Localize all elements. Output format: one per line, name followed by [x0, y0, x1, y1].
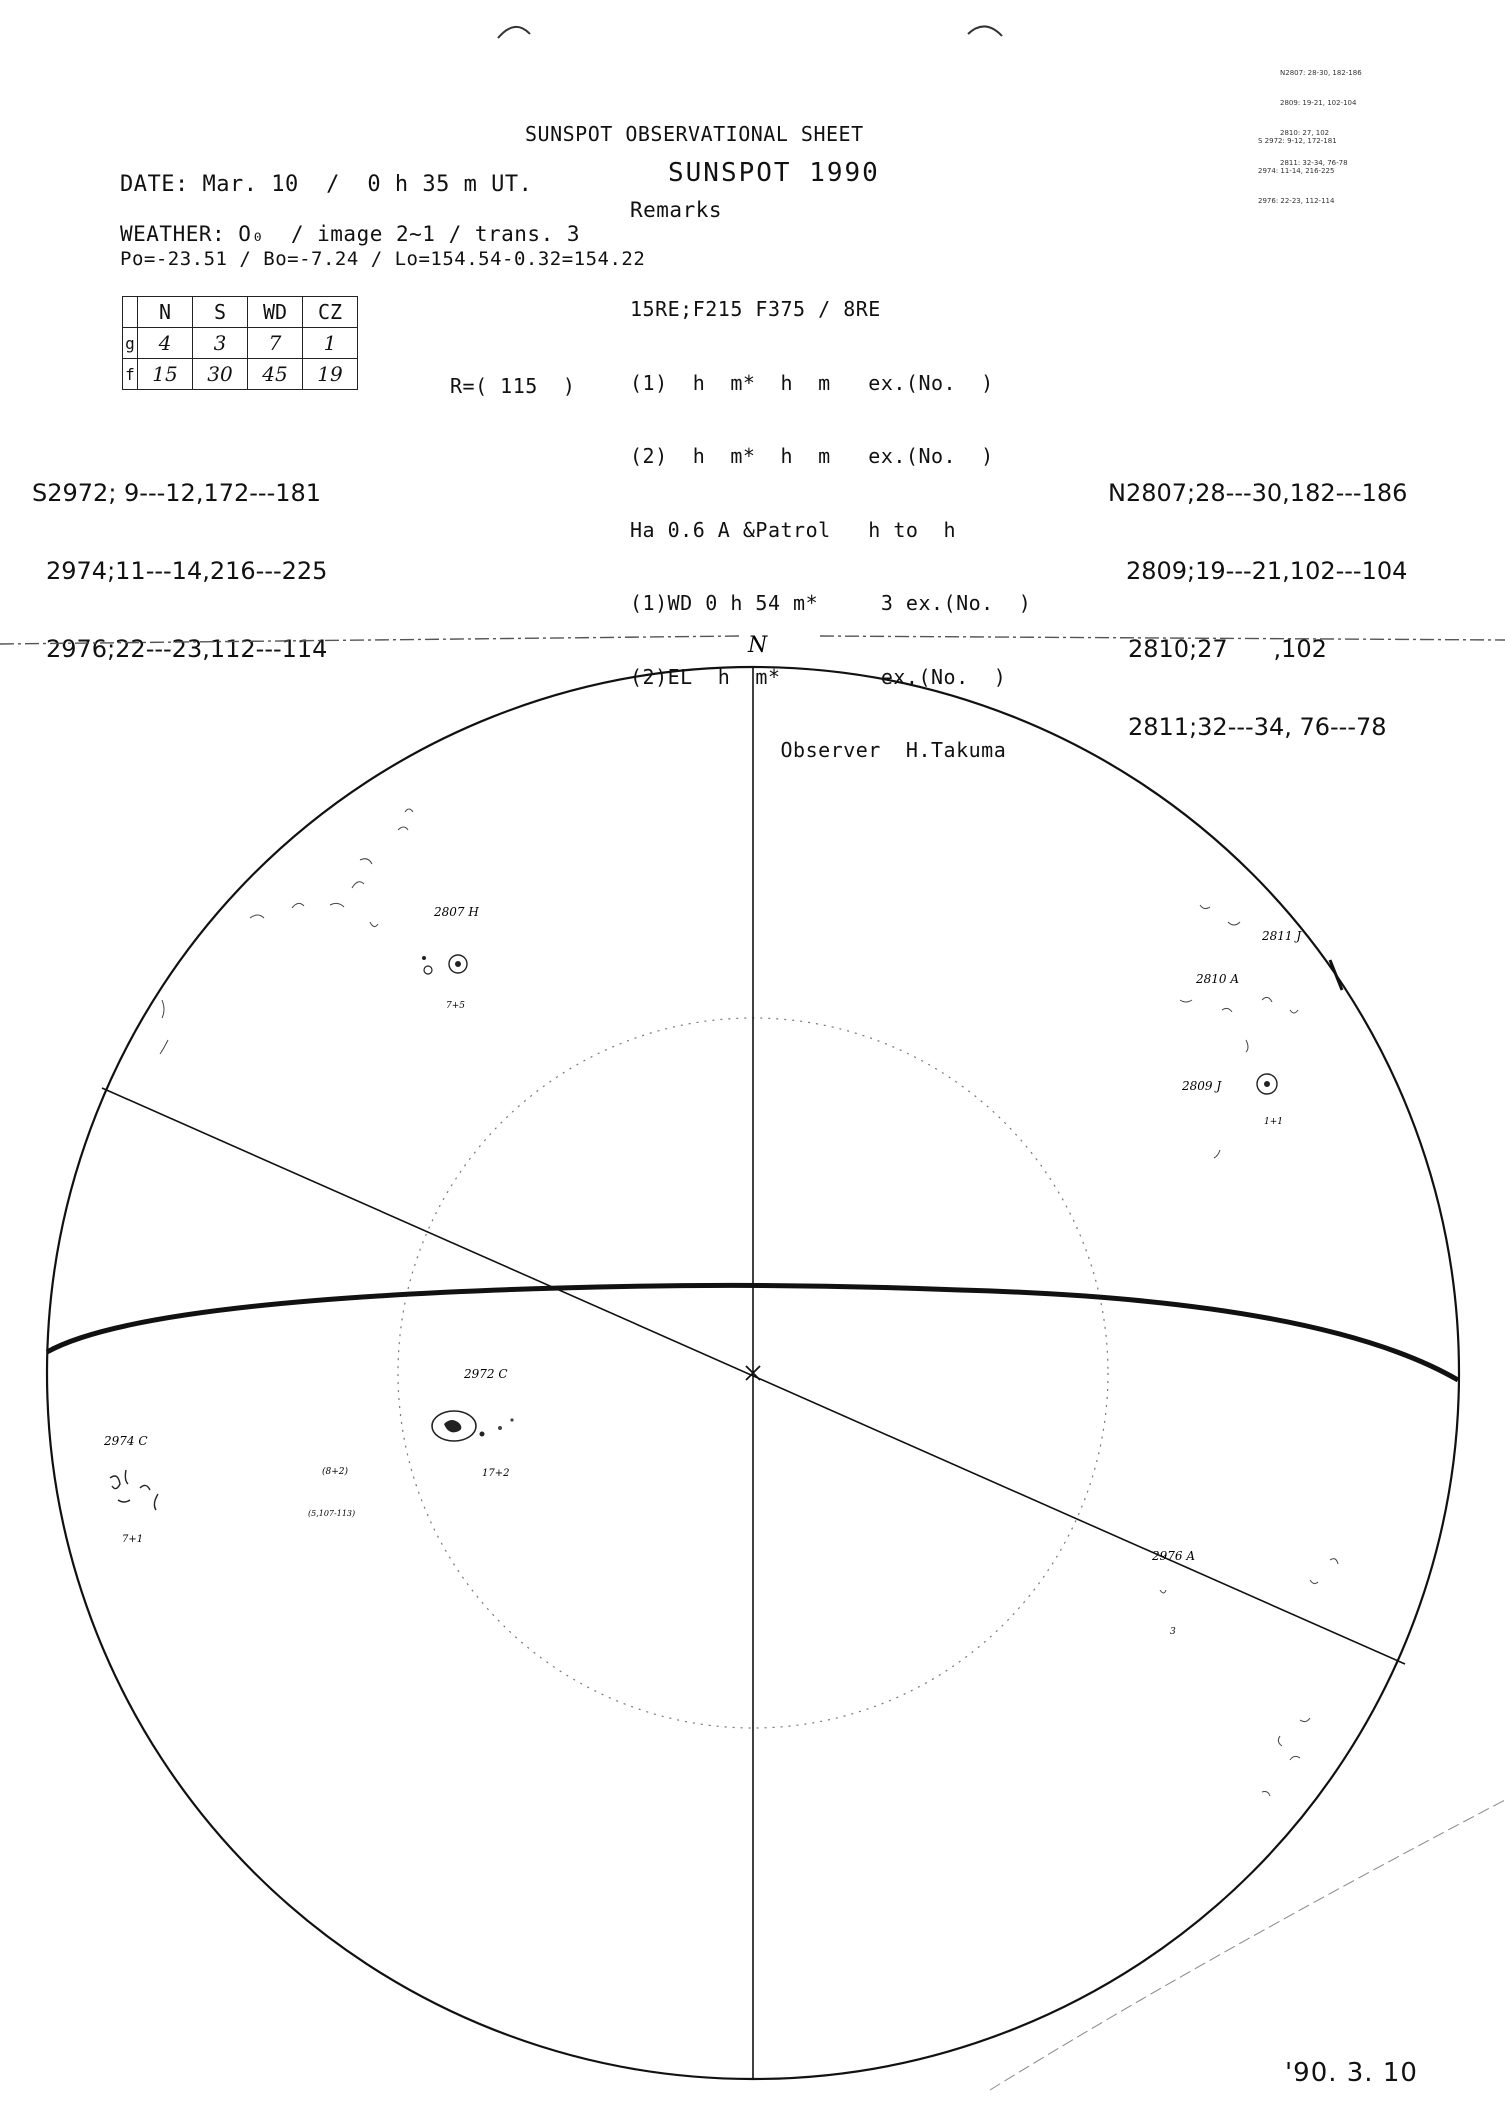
row-label-f: f [123, 359, 138, 390]
faint-guide-line [990, 1800, 1505, 2090]
group-line: 2974;11---14,216---225 [46, 557, 328, 585]
cell-g-s: 3 [193, 328, 248, 359]
col-header-wd: WD [248, 297, 303, 328]
remarks-line: Ha 0.6 A &Patrol h to h [630, 517, 957, 542]
label-2972: 2972 C [464, 1367, 508, 1381]
weather-line: WEATHER: O₀ / image 2~1 / trans. 3 [120, 222, 581, 246]
group-line: 2809;19---21,102---104 [1125, 557, 1408, 585]
sheet-title: SUNSPOT OBSERVATIONAL SHEET [525, 122, 864, 146]
note-range: (5,107-113) [308, 1509, 356, 1518]
sunspot [510, 1418, 513, 1421]
corner-note: S 2972: 9-12, 172-181 [1258, 137, 1337, 145]
sunspot [480, 1432, 485, 1437]
sheet-subtitle: SUNSPOT 1990 [668, 158, 880, 188]
cell-f-n: 15 [138, 359, 193, 390]
corner-note: 2974: 11-14, 216-225 [1258, 167, 1335, 175]
punch-hole-mark [498, 27, 530, 38]
corner-note: 2810: 27, 102 [1280, 129, 1330, 137]
group-line: N2807;28---30,182---186 [1108, 479, 1408, 507]
cell-f-s: 30 [193, 359, 248, 390]
label-2810: 2810 A [1196, 972, 1240, 986]
label-2807: 2807 H [434, 905, 479, 919]
remarks-heading: Remarks [630, 198, 723, 222]
sunspot-umbra [455, 961, 461, 967]
group-line: S2972; 9---12,172---181 [32, 479, 322, 507]
cell-g-wd: 7 [248, 328, 303, 359]
count-2976: 3 [1170, 1627, 1176, 1637]
count-2809: 1+1 [1264, 1117, 1283, 1127]
count-2972: 17+2 [482, 1468, 510, 1479]
cell-g-n: 4 [138, 328, 193, 359]
sunspot-2974-sketch [110, 1470, 158, 1510]
faculae-marks [160, 809, 413, 1054]
corner-note: 2811: 32-34, 76-78 [1280, 159, 1348, 167]
remarks-line: (1) h m* h m ex.(No. ) [630, 370, 994, 395]
group-line: 2976;22---23,112---114 [46, 635, 328, 663]
punch-hole-mark [968, 26, 1002, 36]
corner-note: 2809: 19-21, 102-104 [1280, 99, 1357, 107]
col-header-n: N [138, 297, 193, 328]
cell-f-wd: 45 [248, 359, 303, 390]
sunspot-umbra [1264, 1081, 1270, 1087]
label-2809: 2809 J [1182, 1079, 1222, 1093]
group-line: 2810;27 ,102 [1128, 635, 1327, 663]
params-line: Po=-23.51 / Bo=-7.24 / Lo=154.54-0.32=154.22 [120, 248, 646, 270]
label-2976: 2976 A [1152, 1549, 1196, 1563]
date-stamp: '90. 3. 10 [1285, 2058, 1418, 2088]
corner-note: N2807: 28-30, 182-186 [1280, 69, 1362, 77]
col-header-cz: CZ [303, 297, 358, 328]
corner-note: 2976: 22-23, 112-114 [1258, 197, 1335, 205]
label-2811: 2811 J [1262, 929, 1302, 943]
sunspot [424, 966, 432, 974]
remarks-line: (1)WD 0 h 54 m* 3 ex.(No. ) [630, 591, 1032, 615]
count-2807: 7+5 [446, 1001, 465, 1011]
r-number: R=( 115 ) [450, 374, 576, 398]
remarks-line: 15RE;F215 F375 / 8RE [630, 297, 881, 321]
cell-g-cz: 1 [303, 328, 358, 359]
group-line: 2811;32---34, 76---78 [1128, 713, 1387, 741]
observer-line: Observer H.Takuma [630, 738, 1007, 762]
north-mark: N [748, 633, 768, 658]
sunspot [498, 1426, 502, 1430]
count-2974: 7+1 [122, 1534, 144, 1545]
label-2974: 2974 C [104, 1434, 148, 1448]
date-line: DATE: Mar. 10 / 0 h 35 m UT. [120, 172, 533, 197]
note-count: (8+2) [322, 1467, 349, 1477]
cell-f-cz: 19 [303, 359, 358, 390]
sunspot [422, 956, 426, 960]
sunspot-2811 [1330, 960, 1342, 990]
remarks-line: (2)EL h m* ex.(No. ) [630, 664, 1007, 689]
remarks-line: (2) h m* h m ex.(No. ) [630, 444, 994, 468]
sunspot-umbra [444, 1420, 461, 1432]
row-label-g: g [123, 328, 138, 359]
col-header-s: S [193, 297, 248, 328]
